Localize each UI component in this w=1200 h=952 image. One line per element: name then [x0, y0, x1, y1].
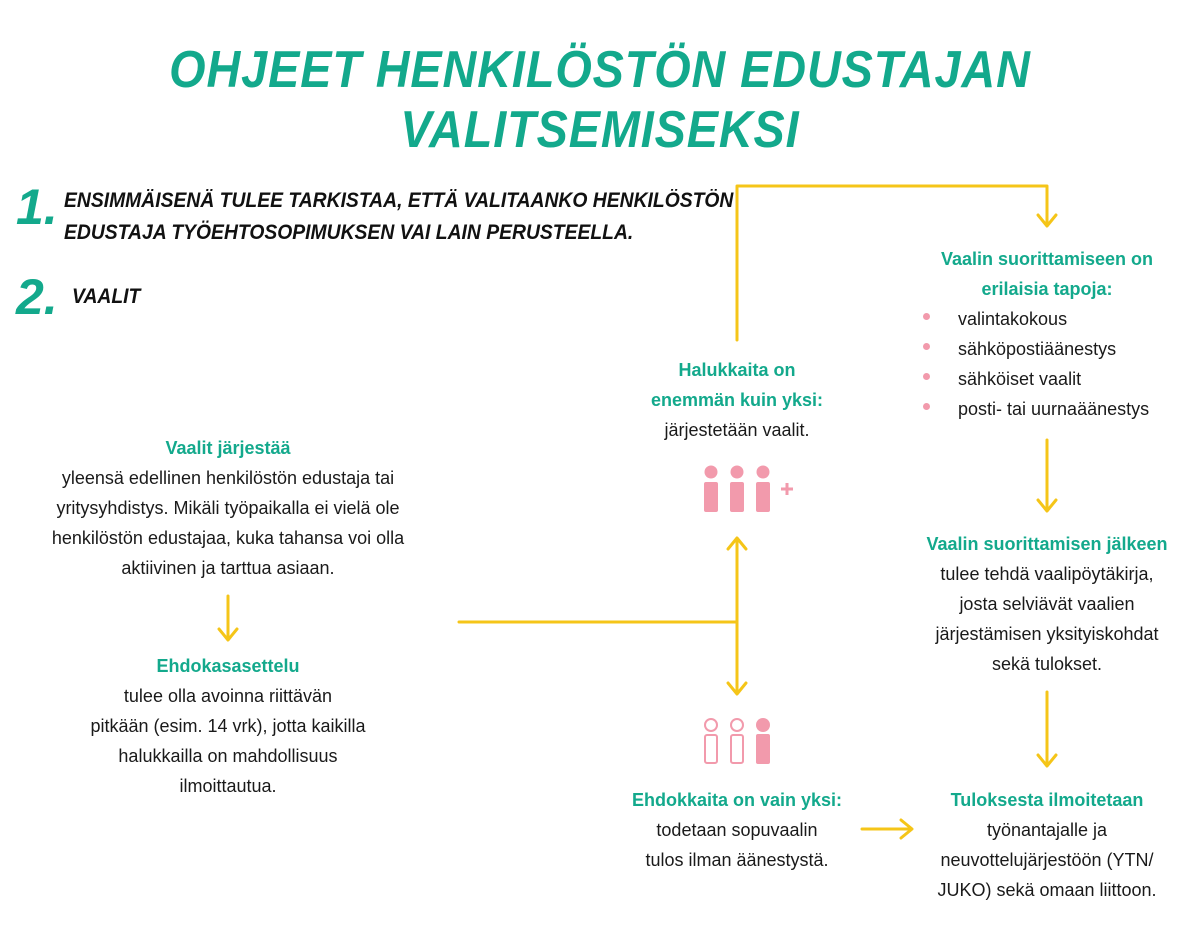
announce-block [917, 785, 1177, 905]
three-people-plus-icon [700, 464, 800, 514]
nomination-block [48, 651, 408, 801]
nomination-line: ilmoittautua. [179, 776, 277, 796]
list-item [920, 334, 1149, 364]
one-line: todetaan sopuvaalin [656, 820, 818, 840]
organizer-line: henkilöstön edustajaa, kuka tahansa voi olla [51, 528, 405, 548]
step-1-line-2: EDUSTAJA TYÖEHTOSOPIMUKSEN VAI LAIN PERUSTEELLA. [64, 221, 634, 244]
many-heading-line: enemmän kuin yksi: [650, 390, 824, 410]
nomination-line: tulee olla avoinna riittävän [123, 686, 333, 706]
organizer-block [28, 433, 428, 583]
organizer-line: yleensä edellinen henkilöstön edustaja tai [61, 468, 395, 488]
step-2-number: 2. [16, 269, 58, 325]
one-filled-two-outline-people-icon [700, 716, 780, 766]
after-heading: Vaalin suorittamisen jälkeen [926, 534, 1168, 554]
after-block [910, 529, 1184, 679]
organizer-line: aktiivinen ja tarttua asiaan. [121, 558, 335, 578]
announce-heading: Tuloksesta ilmoitetaan [950, 790, 1144, 810]
announce-line: JUKO) sekä omaan liittoon. [937, 880, 1157, 900]
methods-heading-line: Vaalin suorittamiseen on [940, 249, 1154, 269]
bullet-dot-icon [923, 373, 930, 380]
announce-line: työnantajalle ja [986, 820, 1108, 840]
list-item [920, 304, 1149, 334]
step-1-line-1: ENSIMMÄISENÄ TULEE TARKISTAA, ETTÄ VALITAANKO HENKILÖSTÖN [64, 189, 734, 212]
nomination-heading: Ehdokasasettelu [156, 656, 300, 676]
many-candidates-block [617, 355, 857, 445]
after-line: sekä tulokset. [991, 654, 1103, 674]
one-heading: Ehdokkaita on vain yksi: [631, 790, 843, 810]
after-line: josta selviävät vaalien [959, 594, 1135, 614]
bullet-dot-icon [923, 403, 930, 410]
many-heading-line: Halukkaita on [678, 360, 796, 380]
step-1-number: 1. [16, 179, 58, 235]
one-candidate-block [617, 785, 857, 875]
methods-list [920, 304, 1149, 424]
after-line: järjestämisen yksityiskohdat [935, 624, 1159, 644]
organizer-line: yritysyhdistys. Mikäli työpaikalla ei vielä ole [56, 498, 400, 518]
method-label: valintakokous [958, 309, 1068, 329]
bullet-dot-icon [923, 343, 930, 350]
announce-line: neuvottelujärjestöön (YTN/ [940, 850, 1154, 870]
one-line: tulos ilman äänestystä. [645, 850, 829, 870]
many-body: järjestetään vaalit. [664, 420, 810, 440]
list-item [920, 364, 1149, 394]
method-label: posti- tai uurnaäänestys [958, 399, 1150, 419]
organizer-heading: Vaalit järjestää [165, 438, 291, 458]
bullet-dot-icon [923, 313, 930, 320]
nomination-line: halukkailla on mahdollisuus [118, 746, 338, 766]
after-line: tulee tehdä vaalipöytäkirja, [940, 564, 1154, 584]
list-item [920, 394, 1149, 424]
methods-block [917, 244, 1177, 304]
nomination-line: pitkään (esim. 14 vrk), jotta kaikilla [90, 716, 366, 736]
method-label: sähköiset vaalit [958, 369, 1082, 389]
step-2-text: VAALIT [72, 285, 141, 308]
methods-heading-line: erilaisia tapoja: [981, 279, 1113, 299]
method-label: sähköpostiäänestys [958, 339, 1117, 359]
page-title: OHJEET HENKILÖSTÖN EDUSTAJAN VALITSEMISEKSI [169, 41, 1031, 159]
